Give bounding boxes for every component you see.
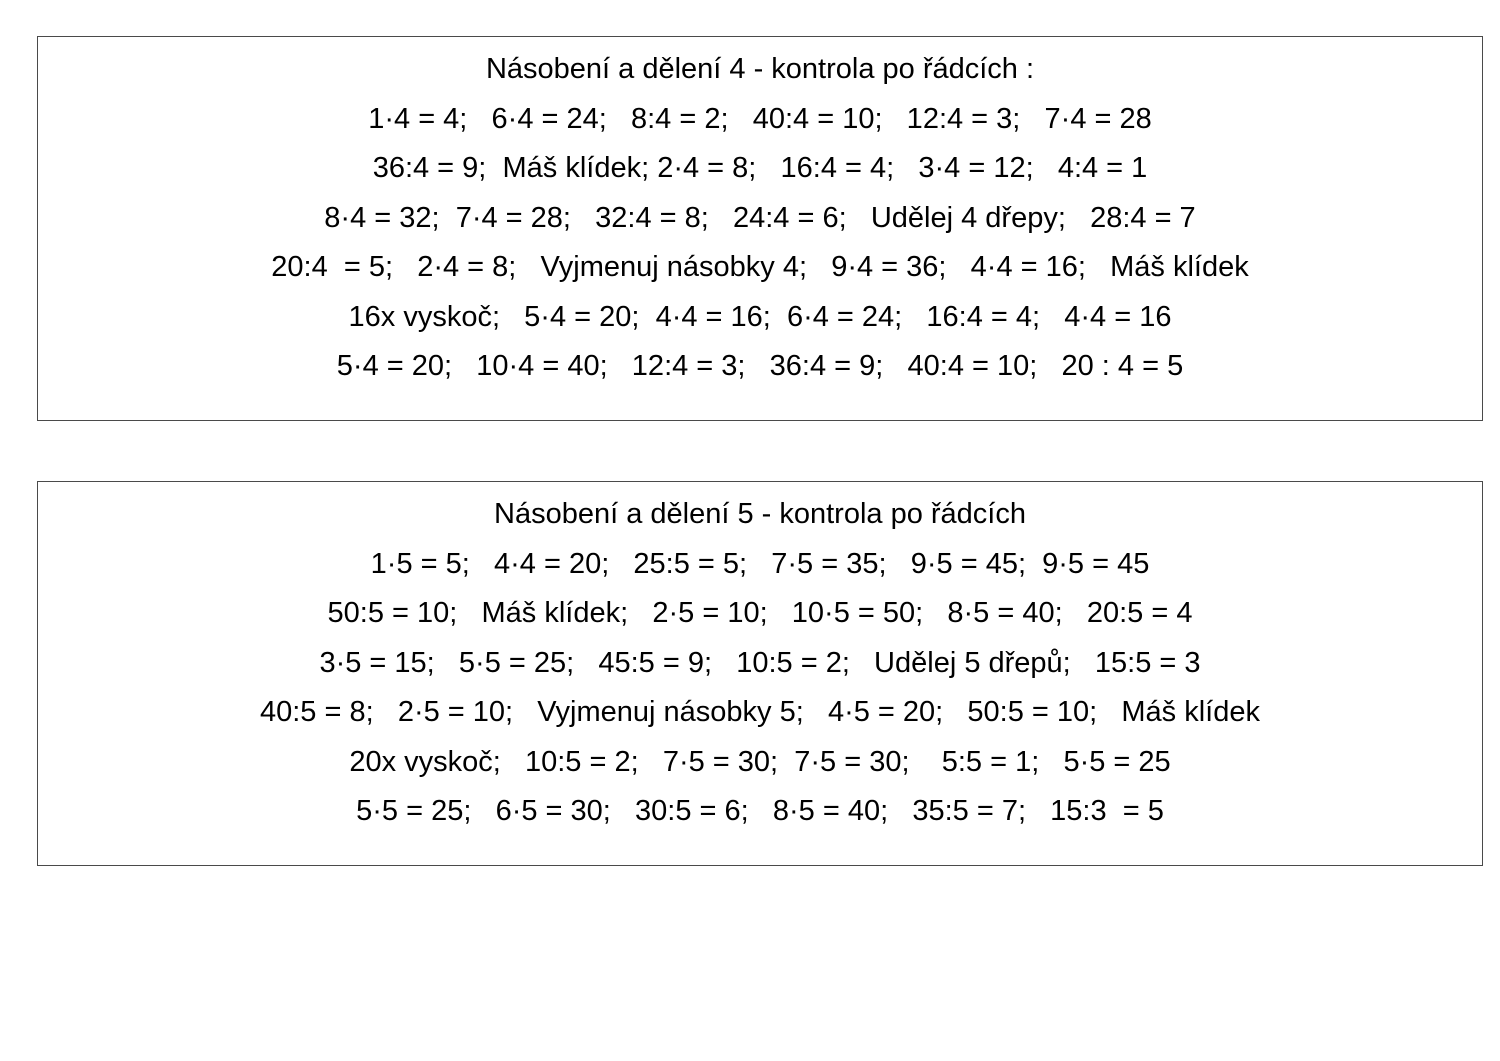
exercise-row: 3·5 = 15; 5·5 = 25; 45:5 = 9; 10:5 = 2; Udělej 5 dřepů; 15:5 = 3 (319, 646, 1201, 679)
exercise-title: Násobení a dělení 4 - kontrola po řádcích : (485, 53, 1035, 85)
exercise-row: 1·5 = 5; 4·4 = 20; 25:5 = 5; 7·5 = 35; 9·5 = 45; 9·5 = 45 (370, 547, 1150, 580)
exercise-row: 20x vyskoč; 10:5 = 2; 7·5 = 30; 7·5 = 30; 5:5 = 1; 5·5 = 25 (349, 745, 1171, 778)
exercise-box-5 (37, 481, 1483, 866)
exercise-row: 40:5 = 8; 2·5 = 10; Vyjmenuj násobky 5; 4·5 = 20; 50:5 = 10; Máš klídek (259, 696, 1260, 728)
exercise-row: 5·4 = 20; 10·4 = 40; 12:4 = 3; 36:4 = 9; 40:4 = 10; 20 : 4 = 5 (336, 350, 1184, 382)
exercise-row: 5·5 = 25; 6·5 = 30; 30:5 = 6; 8·5 = 40; 35:5 = 7; 15:3 = 5 (356, 795, 1164, 827)
exercise-title: Násobení a dělení 5 - kontrola po řádcích (494, 498, 1026, 530)
exercise-row: 36:4 = 9; Máš klídek; 2·4 = 8; 16:4 = 4; 3·4 = 12; 4:4 = 1 (372, 152, 1148, 184)
exercise-lines (38, 496, 1482, 843)
exercise-row: 16x vyskoč; 5·4 = 20; 4·4 = 16; 6·4 = 24; 16:4 = 4; 4·4 = 16 (348, 300, 1172, 333)
exercise-lines (38, 51, 1482, 398)
exercise-row: 50:5 = 10; Máš klídek; 2·5 = 10; 10·5 = 50; 8·5 = 40; 20:5 = 4 (327, 597, 1193, 629)
exercise-row: 1·4 = 4; 6·4 = 24; 8:4 = 2; 40:4 = 10; 12:4 = 3; 7·4 = 28 (368, 102, 1152, 135)
exercise-row: 8·4 = 32; 7·4 = 28; 32:4 = 8; 24:4 = 6; Udělej 4 dřepy; 28:4 = 7 (324, 201, 1196, 234)
exercise-row: 20:4 = 5; 2·4 = 8; Vyjmenuj násobky 4; 9·4 = 36; 4·4 = 16; Máš klídek (271, 251, 1249, 283)
exercise-box-4 (37, 36, 1483, 421)
